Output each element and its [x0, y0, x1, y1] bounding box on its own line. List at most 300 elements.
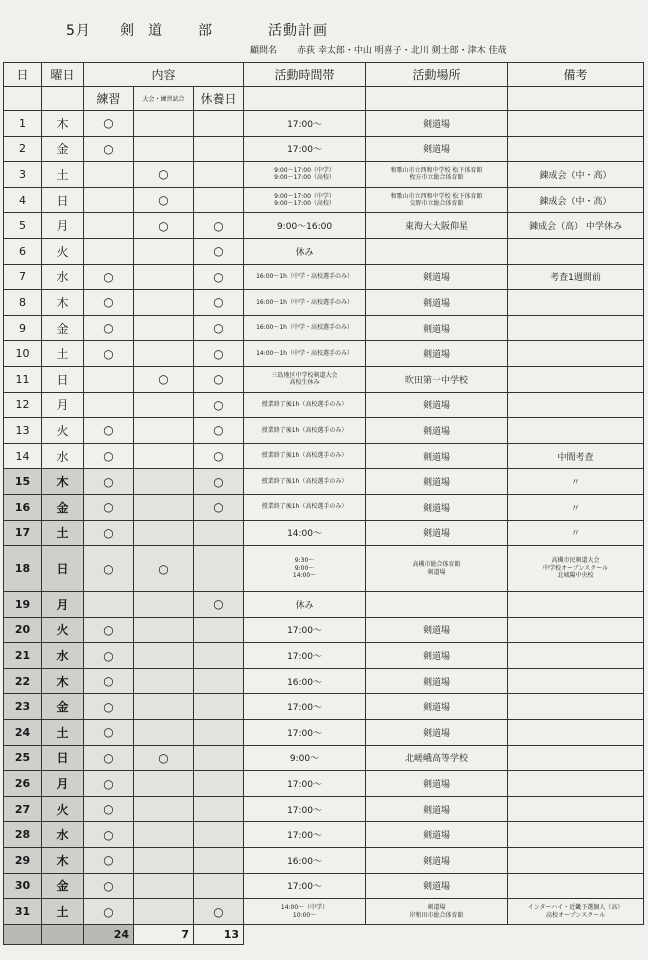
place-cell: 剣道場 [366, 796, 508, 822]
header-row [4, 63, 644, 87]
weekday-cell: 金 [42, 494, 84, 520]
rest-mark: ○ [194, 290, 244, 316]
rest-mark [194, 873, 244, 899]
rest-mark [194, 162, 244, 188]
rest-mark: ○ [194, 443, 244, 469]
place-cell: 剣道場 [366, 315, 508, 341]
day-cell: 4 [4, 187, 42, 213]
time-cell: 授業終了後1h（高校選手のみ） [244, 469, 366, 495]
time-cell: 9:00～17:00（中学） 9:00～17:00（高校） [244, 187, 366, 213]
day-cell: 3 [4, 162, 42, 188]
day-cell: 13 [4, 418, 42, 444]
place-cell: 東海大大阪仰星 [366, 213, 508, 239]
advisor-names: 赤荻 幸太郎・中山 明喜子・北川 剣士郎・津木 佳哉 [297, 46, 507, 56]
weekday-cell: 水 [42, 264, 84, 290]
day-cell: 5 [4, 213, 42, 239]
match-mark [134, 136, 194, 162]
weekday-cell: 土 [42, 341, 84, 367]
rest-mark: ○ [194, 315, 244, 341]
weekday-cell: 金 [42, 315, 84, 341]
time-cell: 休み [244, 592, 366, 618]
weekday-cell: 土 [42, 899, 84, 925]
place-cell: 剣道場 [366, 469, 508, 495]
schedule-row [4, 392, 644, 418]
note-cell: 錬成会（中・高） [508, 187, 644, 213]
match-mark [134, 822, 194, 848]
place-cell: 和歌山市立西和中学校 松下体育館 交野市立総合体育館 [366, 187, 508, 213]
time-cell: 17:00～ [244, 796, 366, 822]
schedule-row [4, 494, 644, 520]
practice-mark: ○ [84, 264, 134, 290]
place-cell: 剣道場 [366, 771, 508, 797]
place-cell: 剣道場 [366, 392, 508, 418]
schedule-row [4, 848, 644, 874]
day-cell: 2 [4, 136, 42, 162]
schedule-row [4, 899, 644, 925]
place-cell: 剣道場 [366, 520, 508, 546]
time-cell: 授業終了後1h（高校選手のみ） [244, 494, 366, 520]
schedule-row [4, 136, 644, 162]
place-cell: 剣道場 [366, 668, 508, 694]
match-mark [134, 392, 194, 418]
weekday-cell: 火 [42, 418, 84, 444]
note-cell: 〃 [508, 494, 644, 520]
day-cell: 7 [4, 264, 42, 290]
match-mark [134, 238, 194, 264]
weekday-cell: 月 [42, 392, 84, 418]
note-cell [508, 392, 644, 418]
rest-mark: ○ [194, 899, 244, 925]
place-cell: 剣道場 [366, 617, 508, 643]
place-cell: 剣道場 [366, 264, 508, 290]
schedule-row [4, 443, 644, 469]
practice-mark: ○ [84, 848, 134, 874]
day-cell: 17 [4, 520, 42, 546]
weekday-cell: 木 [42, 668, 84, 694]
match-mark [134, 848, 194, 874]
schedule-row [4, 187, 644, 213]
match-mark [134, 494, 194, 520]
practice-mark [84, 238, 134, 264]
note-cell: 中間考査 [508, 443, 644, 469]
schedule-row [4, 213, 644, 239]
day-cell: 15 [4, 469, 42, 495]
time-cell: 16:00～ [244, 668, 366, 694]
place-cell: 剣道場 [366, 720, 508, 746]
weekday-cell: 火 [42, 617, 84, 643]
note-cell [508, 341, 644, 367]
schedule-row [4, 264, 644, 290]
match-mark: ○ [134, 162, 194, 188]
weekday-cell: 日 [42, 745, 84, 771]
rest-mark: ○ [194, 494, 244, 520]
month: 5月 [66, 23, 91, 39]
note-cell: 〃 [508, 520, 644, 546]
rest-mark [194, 668, 244, 694]
schedule-row [4, 796, 644, 822]
day-cell: 23 [4, 694, 42, 720]
rest-mark: ○ [194, 418, 244, 444]
rest-mark: ○ [194, 264, 244, 290]
rest-mark [194, 546, 244, 592]
match-mark [134, 469, 194, 495]
weekday-cell: 水 [42, 443, 84, 469]
practice-mark: ○ [84, 111, 134, 137]
schedule-table [3, 62, 644, 945]
practice-mark [84, 213, 134, 239]
note-cell [508, 668, 644, 694]
club-label: 部 [198, 23, 213, 39]
match-mark: ○ [134, 745, 194, 771]
note-cell: 錬成会（中・高） [508, 162, 644, 188]
day-cell: 1 [4, 111, 42, 137]
note-cell [508, 617, 644, 643]
place-cell: 和歌山市立西和中学校 松下体育館 枚方市立総合体育館 [366, 162, 508, 188]
match-mark [134, 520, 194, 546]
match-mark [134, 111, 194, 137]
match-mark [134, 771, 194, 797]
practice-mark [84, 187, 134, 213]
time-cell: 14:00～ [244, 520, 366, 546]
rest-mark [194, 771, 244, 797]
time-cell: 休み [244, 238, 366, 264]
rest-mark [194, 643, 244, 669]
time-cell: 14:00～1h（中学・高校選手のみ） [244, 341, 366, 367]
match-mark [134, 290, 194, 316]
day-cell: 30 [4, 873, 42, 899]
schedule-row [4, 418, 644, 444]
schedule-row [4, 315, 644, 341]
weekday-cell: 水 [42, 643, 84, 669]
note-cell [508, 745, 644, 771]
day-cell: 6 [4, 238, 42, 264]
day-cell: 27 [4, 796, 42, 822]
time-cell: 授業終了後1h（高校選手のみ） [244, 418, 366, 444]
practice-mark: ○ [84, 136, 134, 162]
weekday-cell: 金 [42, 136, 84, 162]
note-cell [508, 771, 644, 797]
rest-mark [194, 848, 244, 874]
time-cell: 17:00～ [244, 822, 366, 848]
match-mark [134, 694, 194, 720]
time-cell: 17:00～ [244, 771, 366, 797]
match-mark: ○ [134, 187, 194, 213]
place-cell: 剣道場 [366, 418, 508, 444]
club-subject: 剣道 [120, 23, 176, 39]
time-cell: 14:00～（中学） 10:00～ [244, 899, 366, 925]
col-content: 内容 [84, 63, 244, 87]
day-cell: 18 [4, 546, 42, 592]
match-mark [134, 873, 194, 899]
practice-mark: ○ [84, 469, 134, 495]
practice-mark: ○ [84, 668, 134, 694]
note-cell [508, 822, 644, 848]
weekday-cell: 月 [42, 592, 84, 618]
time-cell: 9:00～ [244, 745, 366, 771]
practice-mark [84, 162, 134, 188]
weekday-cell: 月 [42, 771, 84, 797]
match-mark [134, 418, 194, 444]
practice-mark: ○ [84, 822, 134, 848]
col-day: 日 [4, 63, 42, 87]
match-mark [134, 443, 194, 469]
practice-mark: ○ [84, 720, 134, 746]
match-mark [134, 796, 194, 822]
day-cell: 29 [4, 848, 42, 874]
total-practice: 24 [84, 924, 134, 944]
practice-mark: ○ [84, 443, 134, 469]
practice-mark: ○ [84, 873, 134, 899]
note-cell [508, 366, 644, 392]
day-cell: 16 [4, 494, 42, 520]
match-mark [134, 341, 194, 367]
time-cell: 17:00～ [244, 136, 366, 162]
schedule-row [4, 745, 644, 771]
advisor-line [250, 43, 506, 56]
match-mark: ○ [134, 546, 194, 592]
col-rest: 休養日 [194, 87, 244, 111]
time-cell: 16:00～1h（中学・高校選手のみ） [244, 290, 366, 316]
place-cell: 高槻市総合体育館 剣道場 [366, 546, 508, 592]
note-cell [508, 136, 644, 162]
practice-mark: ○ [84, 494, 134, 520]
practice-mark: ○ [84, 694, 134, 720]
practice-mark: ○ [84, 643, 134, 669]
note-cell: 〃 [508, 469, 644, 495]
col-place: 活動場所 [366, 63, 508, 87]
day-cell: 21 [4, 643, 42, 669]
place-cell: 剣道場 [366, 341, 508, 367]
time-cell: 授業終了後1h（高校選手のみ） [244, 392, 366, 418]
weekday-cell: 金 [42, 873, 84, 899]
note-cell: インターハイ・近畿予選個人（高） 高校オープンスクール [508, 899, 644, 925]
day-cell: 31 [4, 899, 42, 925]
practice-mark: ○ [84, 617, 134, 643]
note-cell [508, 315, 644, 341]
match-mark: ○ [134, 213, 194, 239]
note-cell [508, 290, 644, 316]
rest-mark: ○ [194, 213, 244, 239]
schedule-row [4, 546, 644, 592]
rest-mark [194, 136, 244, 162]
note-cell [508, 720, 644, 746]
total-rest: 13 [194, 924, 244, 944]
match-mark [134, 720, 194, 746]
match-mark [134, 643, 194, 669]
place-cell: 剣道場 [366, 694, 508, 720]
note-cell [508, 848, 644, 874]
day-cell: 26 [4, 771, 42, 797]
practice-mark [84, 392, 134, 418]
schedule-row [4, 643, 644, 669]
day-cell: 9 [4, 315, 42, 341]
weekday-cell: 火 [42, 796, 84, 822]
practice-mark: ○ [84, 418, 134, 444]
time-cell: 17:00～ [244, 643, 366, 669]
practice-mark [84, 366, 134, 392]
time-cell: 17:00～ [244, 694, 366, 720]
place-cell: 剣道場 [366, 111, 508, 137]
note-cell [508, 796, 644, 822]
place-cell: 剣道場 岸和田市総合体育館 [366, 899, 508, 925]
time-cell: 17:00～ [244, 111, 366, 137]
day-cell: 10 [4, 341, 42, 367]
time-cell: 三島地区中学校剣道大会 高校生休み [244, 366, 366, 392]
match-mark [134, 617, 194, 643]
time-cell: 16:00～1h（中学・高校選手のみ） [244, 264, 366, 290]
day-cell: 19 [4, 592, 42, 618]
place-cell: 剣道場 [366, 873, 508, 899]
schedule-row [4, 873, 644, 899]
schedule-row [4, 694, 644, 720]
day-cell: 12 [4, 392, 42, 418]
document-title [66, 20, 328, 40]
time-cell: 16:00～1h（中学・高校選手のみ） [244, 315, 366, 341]
practice-mark: ○ [84, 745, 134, 771]
schedule-row [4, 668, 644, 694]
rest-mark [194, 796, 244, 822]
match-mark [134, 899, 194, 925]
practice-mark: ○ [84, 520, 134, 546]
place-cell: 剣道場 [366, 822, 508, 848]
note-cell [508, 418, 644, 444]
rest-mark: ○ [194, 341, 244, 367]
place-cell: 剣道場 [366, 443, 508, 469]
time-cell: 授業終了後1h（高校選手のみ） [244, 443, 366, 469]
place-cell: 剣道場 [366, 494, 508, 520]
match-mark [134, 315, 194, 341]
weekday-cell: 日 [42, 366, 84, 392]
place-cell: 吹田第一中学校 [366, 366, 508, 392]
weekday-cell: 木 [42, 111, 84, 137]
rest-mark [194, 745, 244, 771]
schedule-row [4, 366, 644, 392]
practice-mark: ○ [84, 341, 134, 367]
schedule-row [4, 720, 644, 746]
col-practice: 練習 [84, 87, 134, 111]
subheader-row [4, 87, 644, 111]
rest-mark [194, 187, 244, 213]
note-cell [508, 643, 644, 669]
practice-mark: ○ [84, 290, 134, 316]
weekday-cell: 日 [42, 187, 84, 213]
day-cell: 11 [4, 366, 42, 392]
advisor-label: 顧問名 [250, 46, 278, 56]
weekday-cell: 水 [42, 822, 84, 848]
time-cell: 17:00～ [244, 873, 366, 899]
place-cell: 剣道場 [366, 136, 508, 162]
note-cell [508, 694, 644, 720]
schedule-row [4, 238, 644, 264]
weekday-cell: 木 [42, 469, 84, 495]
rest-mark: ○ [194, 366, 244, 392]
time-cell: 17:00～ [244, 720, 366, 746]
schedule-row [4, 771, 644, 797]
note-cell: 錬成会（高） 中学休み [508, 213, 644, 239]
time-cell: 9:00～17:00（中学） 9:00～17:00（高校） [244, 162, 366, 188]
rest-mark: ○ [194, 392, 244, 418]
practice-mark [84, 592, 134, 618]
rest-mark [194, 822, 244, 848]
day-cell: 28 [4, 822, 42, 848]
weekday-cell: 木 [42, 848, 84, 874]
match-mark [134, 668, 194, 694]
match-mark: ○ [134, 366, 194, 392]
practice-mark: ○ [84, 546, 134, 592]
weekday-cell: 土 [42, 162, 84, 188]
place-cell: 剣道場 [366, 643, 508, 669]
rest-mark [194, 520, 244, 546]
day-cell: 24 [4, 720, 42, 746]
rest-mark: ○ [194, 592, 244, 618]
rest-mark: ○ [194, 469, 244, 495]
time-cell: 17:00～ [244, 617, 366, 643]
note-cell [508, 592, 644, 618]
place-cell [366, 592, 508, 618]
weekday-cell: 土 [42, 520, 84, 546]
practice-mark: ○ [84, 899, 134, 925]
weekday-cell: 土 [42, 720, 84, 746]
schedule-row [4, 592, 644, 618]
rest-mark: ○ [194, 238, 244, 264]
plan-title: 活動計画 [268, 23, 328, 39]
note-cell [508, 111, 644, 137]
weekday-cell: 木 [42, 290, 84, 316]
time-cell: 16:00～ [244, 848, 366, 874]
rest-mark [194, 720, 244, 746]
col-time: 活動時間帯 [244, 63, 366, 87]
schedule-row [4, 341, 644, 367]
col-match: 大会・練習試合 [134, 87, 194, 111]
day-cell: 20 [4, 617, 42, 643]
rest-mark [194, 111, 244, 137]
note-cell: 高槻市民剣道大会 中学校オープンスクール 北城陽中央校 [508, 546, 644, 592]
place-cell: 剣道場 [366, 290, 508, 316]
total-match: 7 [134, 924, 194, 944]
rest-mark [194, 617, 244, 643]
day-cell: 25 [4, 745, 42, 771]
practice-mark: ○ [84, 771, 134, 797]
weekday-cell: 金 [42, 694, 84, 720]
place-cell: 剣道場 [366, 848, 508, 874]
day-cell: 14 [4, 443, 42, 469]
weekday-cell: 火 [42, 238, 84, 264]
schedule-row [4, 469, 644, 495]
schedule-row [4, 520, 644, 546]
schedule-row [4, 162, 644, 188]
schedule-row [4, 617, 644, 643]
col-notes: 備考 [508, 63, 644, 87]
weekday-cell: 日 [42, 546, 84, 592]
match-mark [134, 264, 194, 290]
col-weekday: 曜日 [42, 63, 84, 87]
match-mark [134, 592, 194, 618]
schedule-row [4, 822, 644, 848]
rest-mark [194, 694, 244, 720]
day-cell: 22 [4, 668, 42, 694]
time-cell: 9:00～16:00 [244, 213, 366, 239]
weekday-cell: 月 [42, 213, 84, 239]
practice-mark: ○ [84, 796, 134, 822]
practice-mark: ○ [84, 315, 134, 341]
schedule-row [4, 290, 644, 316]
day-cell: 8 [4, 290, 42, 316]
time-cell: 9:30～ 9:00～ 14:00～ [244, 546, 366, 592]
note-cell [508, 873, 644, 899]
place-cell: 北嵯峨高等学校 [366, 745, 508, 771]
place-cell [366, 238, 508, 264]
schedule-row [4, 111, 644, 137]
